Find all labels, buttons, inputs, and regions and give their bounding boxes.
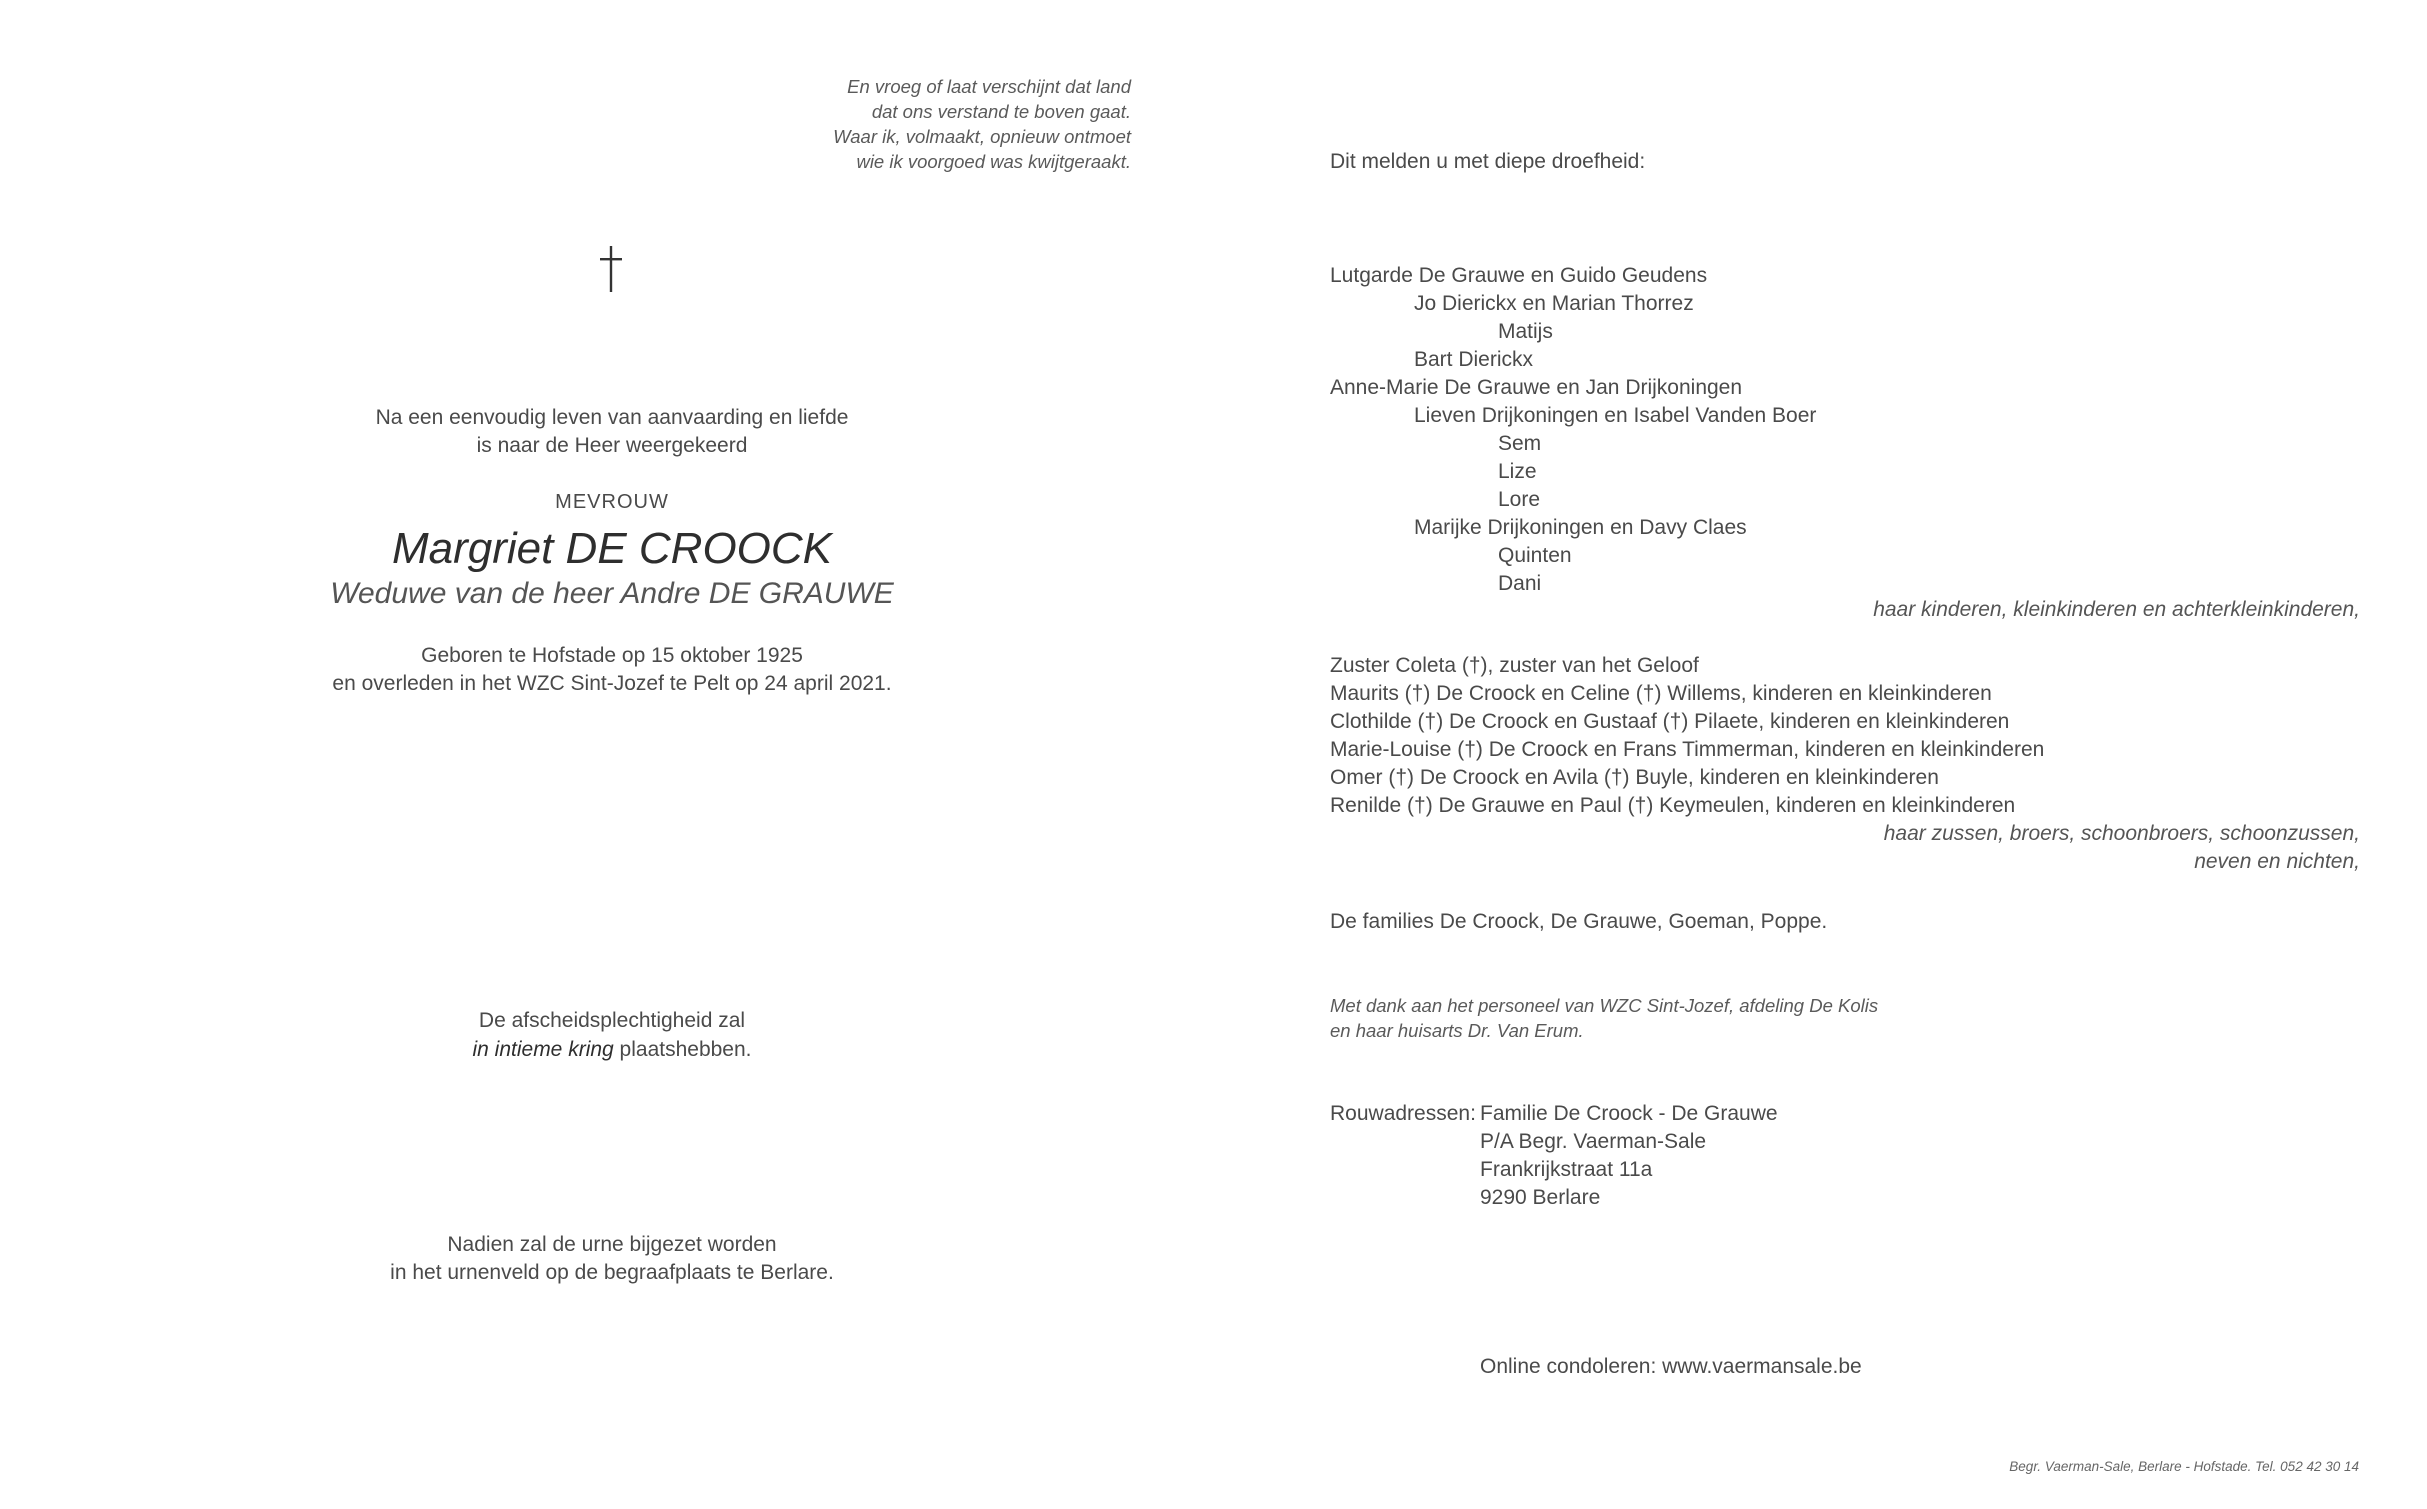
announcement: Dit melden u met diepe droefheid: [1330,150,1646,173]
urn-text [0,1231,1224,1287]
address-label: Rouwadressen: [1330,1102,1476,1125]
address-line: Frankrijkstraat 11a [1480,1158,1653,1181]
birth-death-dates [0,642,1224,698]
sibling-line: Clothilde (†) De Croock en Gustaaf (†) Pilaete, kinderen en kleinkinderen [1330,710,2010,733]
poem-line: Waar ik, volmaakt, opnieuw ontmoet [833,126,1131,147]
address-line: Familie De Croock - De Grauwe [1480,1102,1778,1125]
thanks-line: en haar huisarts Dr. Van Erum. [1330,1020,1584,1041]
salutation: MEVROUW [555,491,669,513]
family-member: Matijs [1498,320,1553,343]
sibling-line: Zuster Coleta (†), zuster van het Geloof [1330,654,1699,677]
family-member: Anne-Marie De Grauwe en Jan Drijkoningen [1330,376,1743,399]
footer-credit: Begr. Vaerman-Sale, Berlare - Hofstade. Tel. 052 42 30 14 [2009,1459,2359,1474]
family-member: Lize [1498,460,1537,483]
family-member: Jo Dierickx en Marian Thorrez [1414,292,1694,315]
ceremony-line: De afscheidsplechtigheid zal [478,1009,746,1032]
intro-text [0,404,1224,460]
families-line: De families De Croock, De Grauwe, Goeman, Poppe. [1330,910,1828,933]
poem-line: En vroeg of laat verschijnt dat land [847,76,1131,97]
family-member: Sem [1498,432,1542,455]
sibling-line: Omer (†) De Croock en Avila (†) Buyle, kinderen en kleinkinderen [1330,766,1939,789]
intro-line: is naar de Heer weergekeerd [476,434,748,457]
poem [833,74,1131,174]
sibling-line: Maurits (†) De Croock en Celine (†) Willems, kinderen en kleinkinderen [1330,682,1992,705]
address-line: P/A Begr. Vaerman-Sale [1480,1130,1707,1153]
urn-line: Nadien zal de urne bijgezet worden [447,1233,777,1256]
urn-line: in het urnenveld op de begraafplaats te Berlare. [390,1261,834,1284]
family-member: Dani [1498,572,1542,595]
thanks-line: Met dank aan het personeel van WZC Sint-Jozef, afdeling De Kolis [1330,995,1879,1016]
date-line: Geboren te Hofstade op 15 oktober 1925 [421,644,803,667]
address-line: 9290 Berlare [1480,1186,1601,1209]
family-member: Lieven Drijkoningen en Isabel Vanden Boer [1414,404,1817,427]
siblings-caption-line: neven en nichten, [2194,850,2360,873]
intro-line: Na een eenvoudig leven van aanvaarding en liefde [375,406,849,429]
sibling-line: Renilde (†) De Grauwe en Paul (†) Keymeulen, kinderen en kleinkinderen [1330,794,2016,817]
siblings-caption-line: haar zussen, broers, schoonbroers, schoonzussen, [1883,822,2360,845]
spouse-line: Weduwe van de heer Andre DE GRAUWE [330,577,894,610]
ceremony-emphasis: in intieme kring [472,1038,614,1061]
family-member: Quinten [1498,544,1572,567]
poem-line: dat ons verstand te boven gaat. [871,101,1131,122]
online-condolence: Online condoleren: www.vaermansale.be [1480,1355,1862,1378]
ceremony-line [0,1035,1224,1064]
deceased-name: Margriet DE CROOCK [391,524,833,573]
sibling-line: Marie-Louise (†) De Croock en Frans Timmerman, kinderen en kleinkinderen [1330,738,2045,761]
ceremony-rest: plaatshebben. [613,1038,752,1061]
cross-icon [598,244,624,294]
family-member: Marijke Drijkoningen en Davy Claes [1414,516,1747,539]
thanks-note [1330,993,1878,1043]
date-line: en overleden in het WZC Sint-Jozef te Pelt op 24 april 2021. [332,672,892,695]
family-member: Bart Dierickx [1414,348,1534,371]
family-member: Lore [1498,488,1541,511]
ceremony-text [0,1006,1224,1064]
children-caption: haar kinderen, kleinkinderen en achterkleinkinderen, [1873,598,2360,621]
poem-line: wie ik voorgoed was kwijtgeraakt. [856,151,1131,172]
family-member: Lutgarde De Grauwe en Guido Geudens [1330,264,1708,287]
